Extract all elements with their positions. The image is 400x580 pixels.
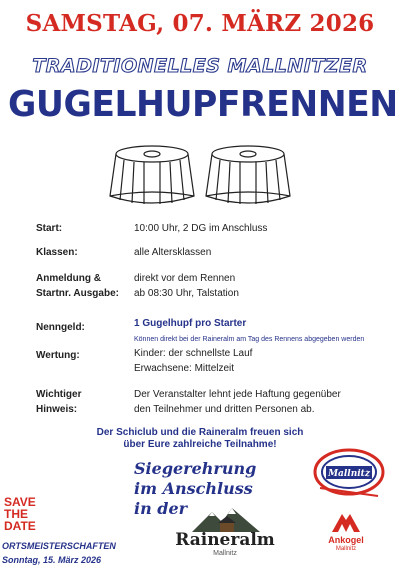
detail-label-line: Hinweis: bbox=[36, 404, 78, 415]
detail-value-line: direkt vor dem Rennen bbox=[134, 273, 236, 284]
detail-value bbox=[134, 387, 396, 417]
ski-club-badge-logo bbox=[312, 446, 386, 498]
detail-label: Wertung: bbox=[36, 350, 80, 361]
detail-label-line: Anmeldung & bbox=[36, 273, 101, 284]
detail-label-line: Wichtiger bbox=[36, 389, 82, 400]
detail-value bbox=[134, 271, 396, 301]
gugelhupf-mold-icon bbox=[206, 146, 290, 204]
detail-value-line: Erwachsene: Mittelzeit bbox=[134, 363, 235, 374]
detail-label bbox=[36, 387, 81, 417]
detail-label: Klassen: bbox=[36, 247, 78, 258]
save-line: SAVE bbox=[4, 495, 36, 509]
save-the-date bbox=[4, 496, 36, 532]
event-date: Sonntag, 15. März 2026 bbox=[2, 555, 102, 565]
subtitle: TRADITIONELLES MALLNITZER bbox=[32, 55, 368, 77]
page-title: GUGELHUPFRENNEN bbox=[8, 84, 398, 125]
ankogel-mountain-logo bbox=[330, 510, 362, 534]
detail-label: Nenngeld: bbox=[36, 322, 85, 333]
ceremony-line: in der bbox=[134, 499, 188, 518]
raineralm-logo-text: Raineralm bbox=[175, 530, 275, 550]
detail-value-line: Der Veranstalter lehnt jede Haftung gegenüber bbox=[134, 389, 341, 400]
detail-value: 10:00 Uhr, 2 DG im Anschluss bbox=[134, 223, 268, 234]
thanks-line: Der Schiclub und die Raineralm freuen sich bbox=[96, 427, 304, 438]
fee-note: Können direkt bei der Raineralm am Tag des Rennens abgegeben werden bbox=[134, 336, 365, 343]
detail-label-line: Startnr. Ausgabe: bbox=[36, 288, 119, 299]
raineralm-logo-sub: Mallnitz bbox=[213, 550, 237, 557]
detail-value-line: den Teilnehmer und dritten Personen ab. bbox=[134, 404, 315, 415]
ceremony-line: im Anschluss bbox=[134, 479, 253, 498]
detail-value: alle Altersklassen bbox=[134, 247, 212, 258]
detail-label: Start: bbox=[36, 223, 63, 234]
gugelhupf-molds-illustration bbox=[106, 140, 298, 210]
fee-value: 1 Gugelhupf pro Starter bbox=[134, 318, 247, 329]
gugelhupf-mold-icon bbox=[110, 146, 194, 204]
save-line: THE bbox=[4, 507, 28, 521]
thanks-line: über Eure zahlreiche Teilnahme! bbox=[123, 439, 277, 450]
save-line: DATE bbox=[4, 519, 36, 533]
date-line: SAMSTAG, 07. MÄRZ 2026 bbox=[25, 10, 375, 37]
club-badge-text: Mallnitz bbox=[328, 469, 370, 479]
detail-value-line: ab 08:30 Uhr, Talstation bbox=[134, 288, 239, 299]
ankogel-logo-sub: Mallnitz bbox=[335, 546, 357, 552]
event-name: ORTSMEISTERSCHAFTEN bbox=[2, 541, 116, 551]
detail-value bbox=[134, 316, 396, 346]
detail-value bbox=[134, 346, 396, 376]
ceremony-line: Siegerehrung bbox=[134, 459, 257, 478]
detail-label bbox=[36, 271, 119, 301]
detail-value-line: Kinder: der schnellste Lauf bbox=[134, 348, 253, 359]
ankogel-logo-text: Ankogel bbox=[328, 535, 364, 545]
